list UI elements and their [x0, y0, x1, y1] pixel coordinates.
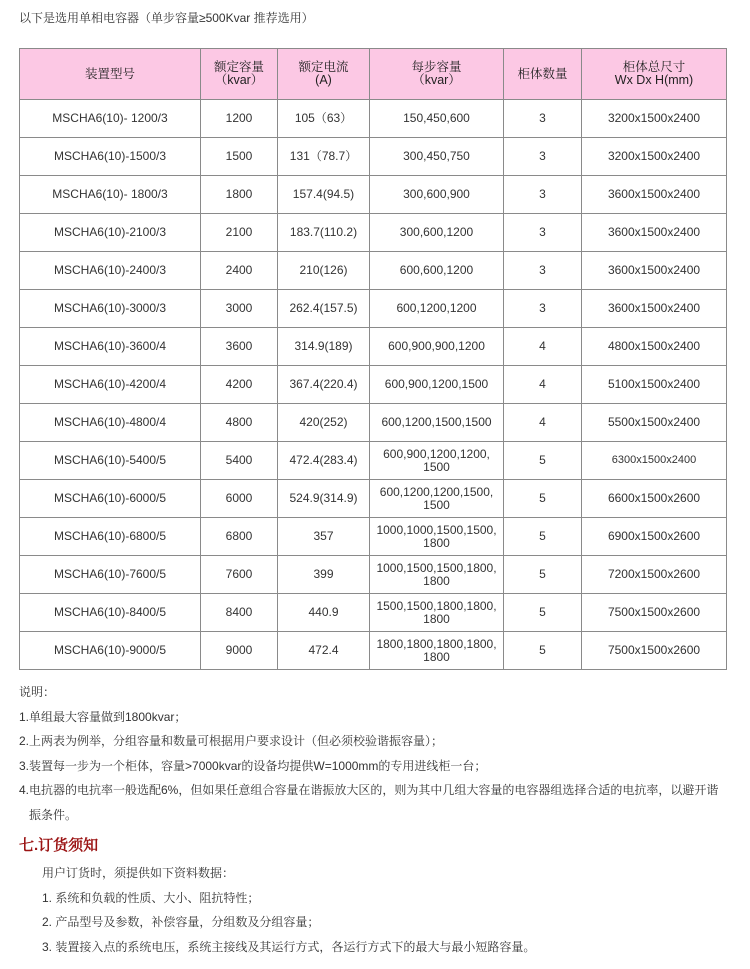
table-cell: 524.9(314.9)	[278, 480, 370, 518]
column-header-line: （kvar）	[214, 73, 264, 87]
table-cell: 300,600,1200	[370, 214, 504, 252]
table-cell: 5	[504, 594, 582, 632]
note-item: 1.单组最大容量做到1800kvar；	[19, 709, 187, 724]
table-cell: 472.4(283.4)	[278, 442, 370, 480]
table-cell: MSCHA6(10)-9000/5	[20, 632, 201, 670]
table-cell: 600,600,1200	[370, 252, 504, 290]
column-header-line: 额定容量	[213, 60, 264, 74]
table-cell: 7200x1500x2600	[582, 556, 727, 594]
table-cell: 1200	[201, 100, 278, 138]
table-cell: MSCHA6(10)-3600/4	[20, 328, 201, 366]
table-cell: 3200x1500x2400	[582, 138, 727, 176]
table-cell: 1800	[201, 176, 278, 214]
table-cell: 2100	[201, 214, 278, 252]
table-cell: 3000	[201, 290, 278, 328]
table-cell: MSCHA6(10)-4200/4	[20, 366, 201, 404]
table-cell: 5500x1500x2400	[582, 404, 727, 442]
note-item: 3.装置每一步为一个柜体，容量>7000kvar的设备均提供W=1000mm的专用进线柜一台；	[19, 758, 487, 773]
table-cell: MSCHA6(10)- 1800/3	[20, 176, 201, 214]
table-cell: 600,900,900,1200	[370, 328, 504, 366]
table-cell: 420(252)	[278, 404, 370, 442]
table-cell: 357	[278, 518, 370, 556]
table-cell: MSCHA6(10)-5400/5	[20, 442, 201, 480]
table-cell: MSCHA6(10)-6800/5	[20, 518, 201, 556]
table-cell: 600,1200,1200	[370, 290, 504, 328]
table-cell: 131（78.7）	[278, 138, 370, 176]
table-cell: 3	[504, 290, 582, 328]
table-cell: MSCHA6(10)-7600/5	[20, 556, 201, 594]
table-row	[20, 632, 727, 670]
table-cell: 1000,1000,1500,1500, 1800	[370, 518, 504, 556]
table-cell: 4	[504, 404, 582, 442]
table-row	[20, 518, 727, 556]
table-cell: MSCHA6(10)-1500/3	[20, 138, 201, 176]
table-cell: MSCHA6(10)-8400/5	[20, 594, 201, 632]
table-cell: 6800	[201, 518, 278, 556]
table-cell: 3	[504, 176, 582, 214]
table-cell: 2400	[201, 252, 278, 290]
table-row	[20, 214, 727, 252]
notes-title: 说明：	[19, 685, 56, 699]
table-cell: 1500,1500,1800,1800, 1800	[370, 594, 504, 632]
order-info	[19, 861, 731, 959]
table-row	[20, 100, 727, 138]
column-header	[504, 49, 582, 100]
table-row	[20, 290, 727, 328]
table-cell: MSCHA6(10)-4800/4	[20, 404, 201, 442]
table-cell: MSCHA6(10)- 1200/3	[20, 100, 201, 138]
table-cell: 600,900,1200,1200, 1500	[370, 442, 504, 480]
order-item: 1. 系统和负载的性质、大小、阻抗特性；	[42, 890, 260, 905]
column-header-line: 每步容量	[411, 60, 462, 74]
table-cell: 262.4(157.5)	[278, 290, 370, 328]
table-row	[20, 328, 727, 366]
table-row	[20, 138, 727, 176]
table-cell: 6900x1500x2600	[582, 518, 727, 556]
table-row	[20, 480, 727, 518]
table-cell: 7500x1500x2600	[582, 632, 727, 670]
table-cell: 472.4	[278, 632, 370, 670]
table-cell: MSCHA6(10)-6000/5	[20, 480, 201, 518]
table-cell: 8400	[201, 594, 278, 632]
notes	[19, 680, 731, 827]
column-header	[370, 49, 504, 100]
order-lead: 用户订货时，须提供如下资料数据：	[42, 866, 235, 880]
column-header-line: 装置型号	[84, 66, 135, 81]
table-cell: 600,1200,1500,1500	[370, 404, 504, 442]
table-cell: 4800	[201, 404, 278, 442]
column-header-line: (A)	[315, 73, 332, 87]
table-cell: 6000	[201, 480, 278, 518]
table-row	[20, 366, 727, 404]
table-cell: 4	[504, 328, 582, 366]
note-item: 2.上两表为例举，分组容量和数量可根据用户要求设计（但必须校验谐振容量）；	[19, 734, 444, 748]
table-cell: 3	[504, 138, 582, 176]
table-cell: 5	[504, 442, 582, 480]
column-header-line: 柜体数量	[517, 66, 568, 81]
table-cell: 183.7(110.2)	[278, 214, 370, 252]
table-cell: 3600	[201, 328, 278, 366]
table-row	[20, 252, 727, 290]
intro-text: 以下是选用单相电容器（单步容量≥500Kvar 推荐选用）	[19, 11, 314, 25]
note-item-continued: 振条件。	[29, 807, 78, 822]
column-header	[278, 49, 370, 100]
column-header-line: 额定电流	[298, 60, 349, 74]
table-cell: 1000,1500,1500,1800, 1800	[370, 556, 504, 594]
table-cell: 399	[278, 556, 370, 594]
table-row	[20, 176, 727, 214]
table-row	[20, 594, 727, 632]
table-cell: 3200x1500x2400	[582, 100, 727, 138]
table-row	[20, 404, 727, 442]
table-cell: 150,450,600	[370, 100, 504, 138]
table-cell: MSCHA6(10)-2100/3	[20, 214, 201, 252]
table-cell: 5	[504, 556, 582, 594]
table-cell: 6300x1500x2400	[582, 442, 727, 480]
table-cell: 300,600,900	[370, 176, 504, 214]
table-cell: 367.4(220.4)	[278, 366, 370, 404]
table-cell: 4	[504, 366, 582, 404]
column-header-line: Wx Dx H(mm)	[614, 73, 694, 87]
order-item: 2. 产品型号及参数，补偿容量，分组数及分组容量；	[42, 915, 320, 929]
table-cell: 7600	[201, 556, 278, 594]
column-header	[201, 49, 278, 100]
column-header	[582, 49, 727, 100]
table-cell: 3	[504, 252, 582, 290]
table-cell: 7500x1500x2600	[582, 594, 727, 632]
table-cell: 5	[504, 480, 582, 518]
order-item: 3. 装置接入点的系统电压，系统主接线及其运行方式，各运行方式下的最大与最小短路容量。	[42, 939, 536, 954]
column-header-line: 柜体总尺寸	[622, 60, 686, 74]
table-cell: 1800,1800,1800,1800, 1800	[370, 632, 504, 670]
table-cell: 300,450,750	[370, 138, 504, 176]
table-cell: 210(126)	[278, 252, 370, 290]
table-cell: 5100x1500x2400	[582, 366, 727, 404]
table-cell: 3	[504, 100, 582, 138]
column-header	[20, 49, 201, 100]
table-cell: 9000	[201, 632, 278, 670]
table-cell: 3600x1500x2400	[582, 290, 727, 328]
note-item: 4.电抗器的电抗率一般选配6%，但如果任意组合容量在谐振放大区的，则为其中几组大容量的电容器组选择合适的电抗率，以避开谐	[19, 783, 719, 797]
table-cell: 4200	[201, 366, 278, 404]
table-cell: 440.9	[278, 594, 370, 632]
table-cell: MSCHA6(10)-2400/3	[20, 252, 201, 290]
table-cell: 5400	[201, 442, 278, 480]
table-cell: 3600x1500x2400	[582, 214, 727, 252]
table-cell: 6600x1500x2600	[582, 480, 727, 518]
table-cell: 5	[504, 632, 582, 670]
table-header-row	[20, 49, 727, 100]
table-cell: 5	[504, 518, 582, 556]
table-cell: 4800x1500x2400	[582, 328, 727, 366]
table-cell: 157.4(94.5)	[278, 176, 370, 214]
table-cell: 3	[504, 214, 582, 252]
section-title: 七.订货须知	[19, 837, 99, 854]
table-cell: 105（63）	[278, 100, 370, 138]
column-header-line: （kvar）	[412, 73, 461, 87]
table-cell: 314.9(189)	[278, 328, 370, 366]
table-cell: 1500	[201, 138, 278, 176]
capacitor-spec-table	[19, 48, 727, 670]
table-row	[20, 556, 727, 594]
table-cell: MSCHA6(10)-3000/3	[20, 290, 201, 328]
table-cell: 600,1200,1200,1500, 1500	[370, 480, 504, 518]
table-cell: 600,900,1200,1500	[370, 366, 504, 404]
table-row	[20, 442, 727, 480]
table-cell: 3600x1500x2400	[582, 252, 727, 290]
table-cell: 3600x1500x2400	[582, 176, 727, 214]
